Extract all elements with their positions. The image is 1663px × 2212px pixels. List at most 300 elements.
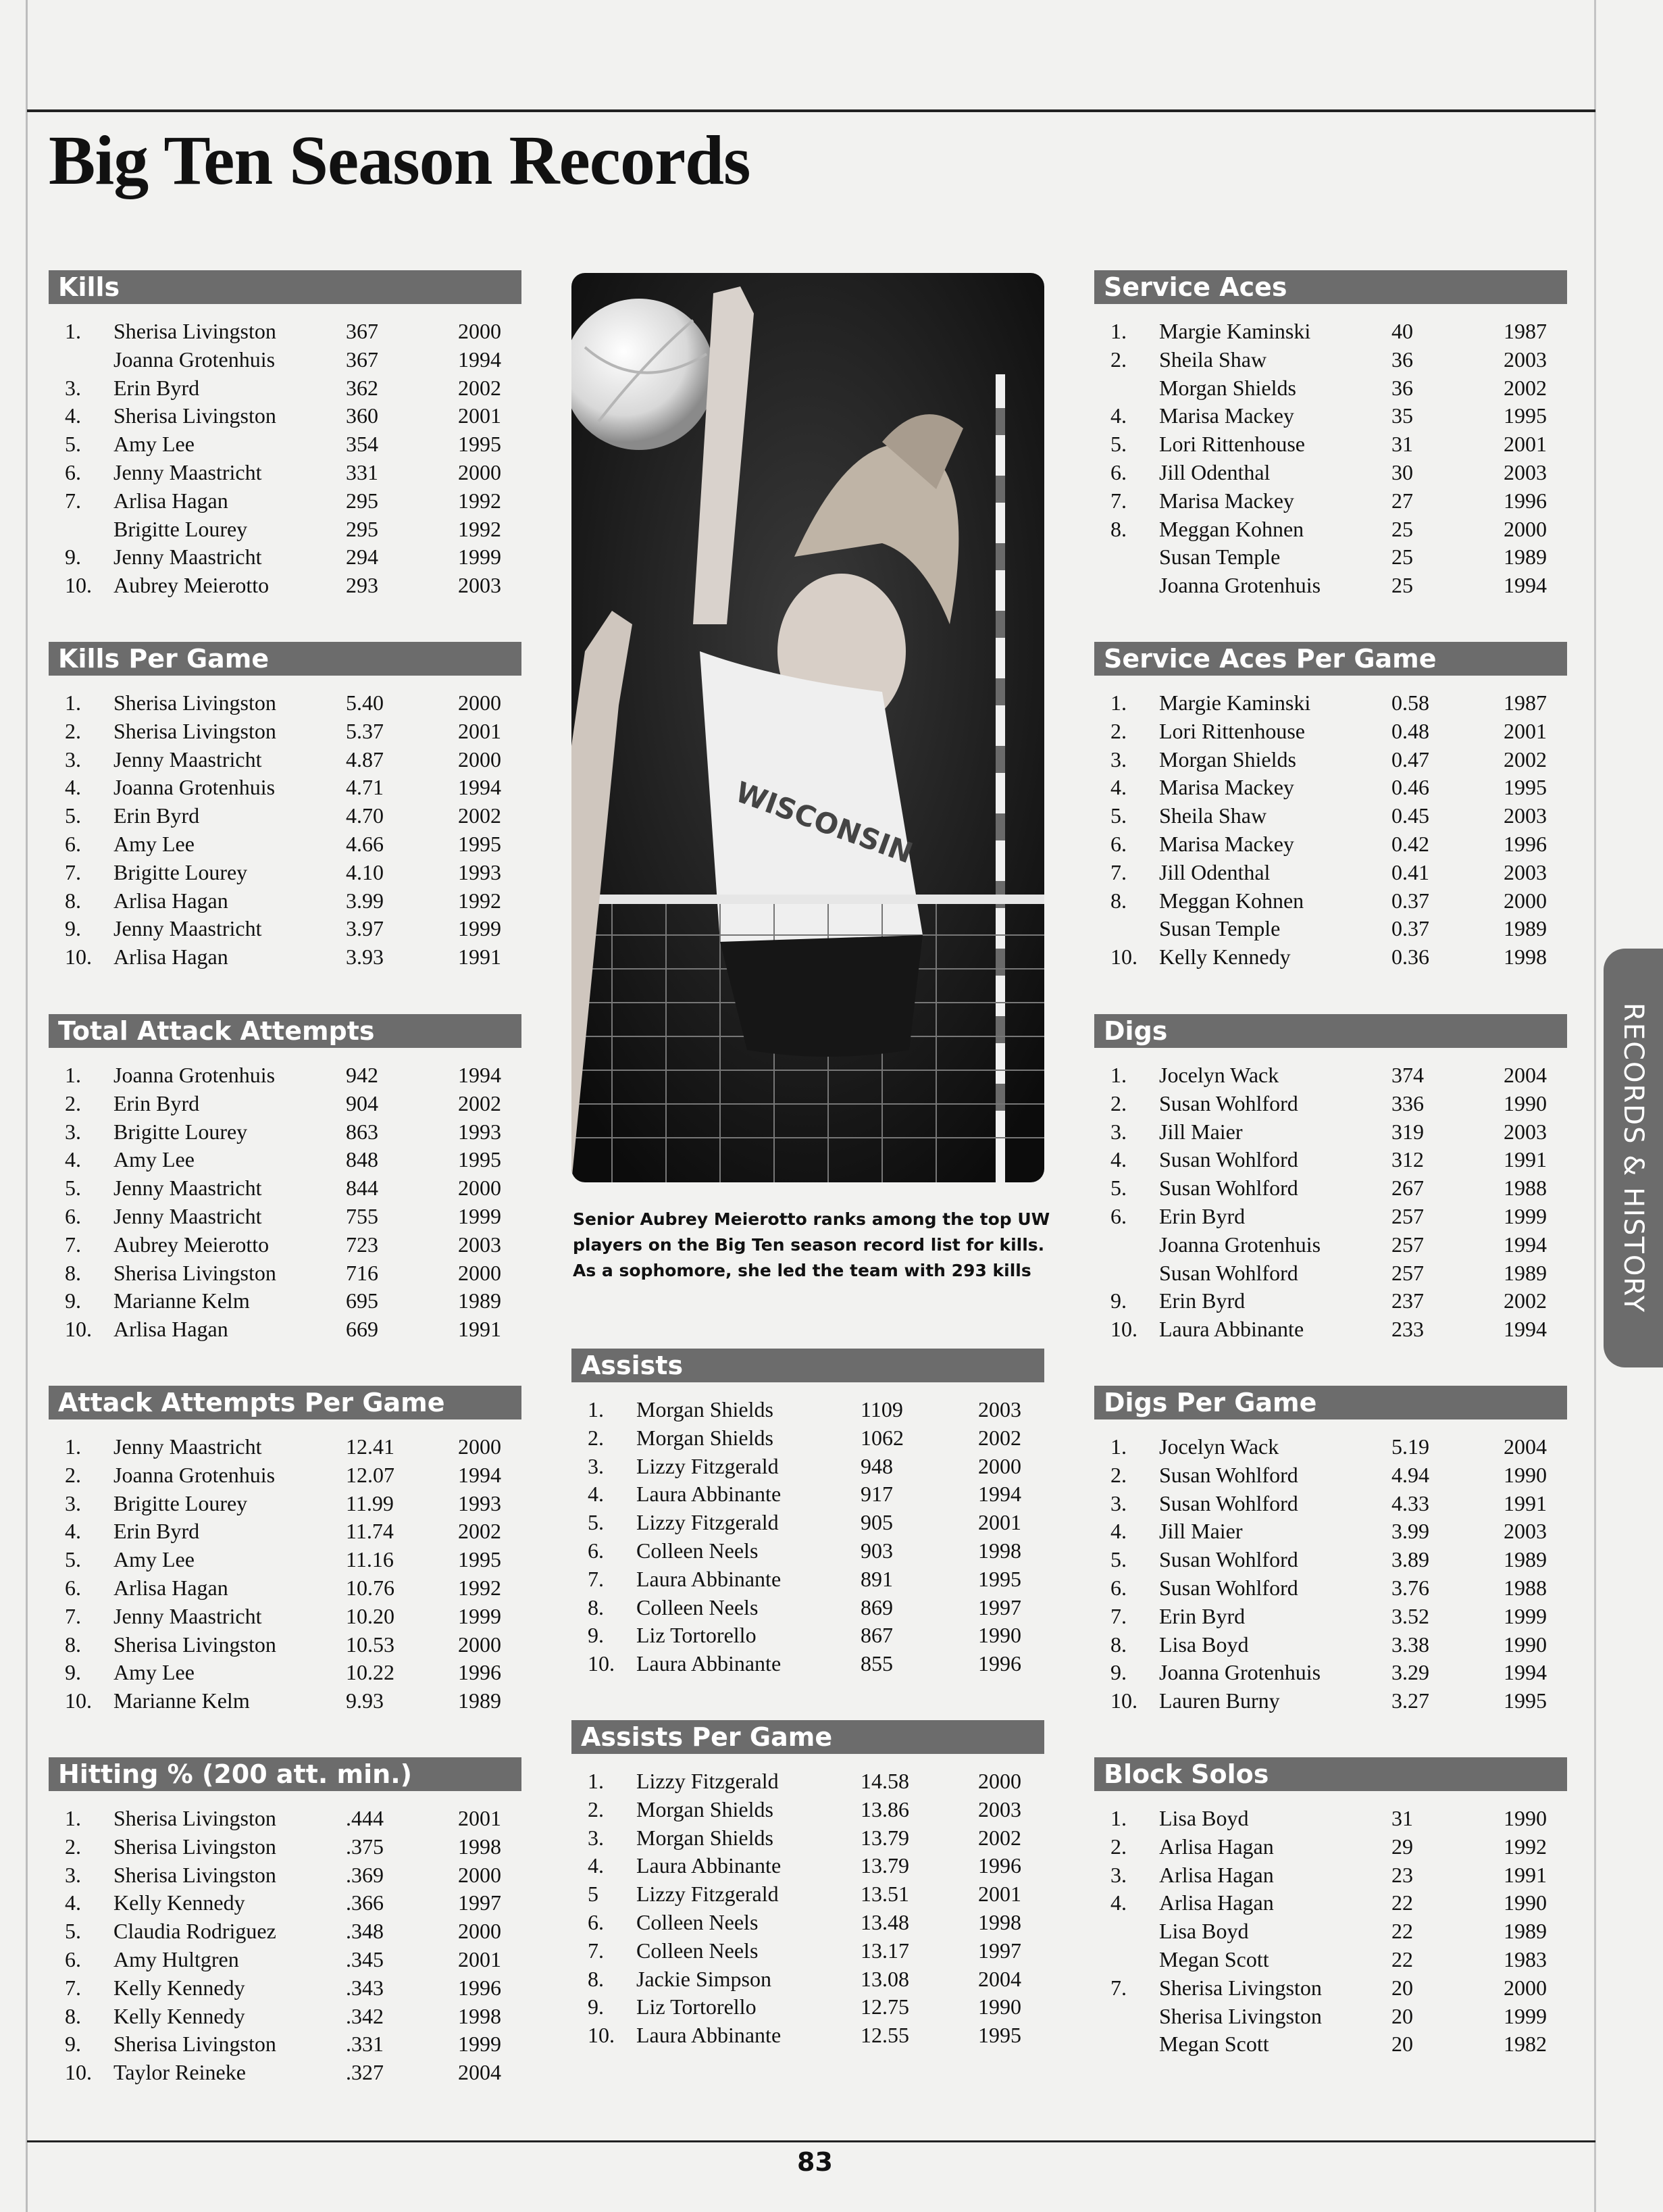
record-value: 257 <box>1391 1260 1424 1285</box>
record-year: 2000 <box>458 459 501 484</box>
player-name: Marisa Mackey <box>1159 831 1294 856</box>
record-year: 2000 <box>458 1260 501 1285</box>
rank-cell: 8. <box>1110 1632 1127 1657</box>
player-name: Arlisa Hagan <box>113 488 228 513</box>
record-value: 374 <box>1391 1063 1424 1087</box>
record-value: 4.10 <box>346 859 384 884</box>
player-name: Claudia Rodriguez <box>113 1919 276 1944</box>
rank-cell: 1. <box>1110 1063 1127 1087</box>
record-value: 12.75 <box>861 1994 909 2019</box>
record-value: 0.58 <box>1391 690 1429 715</box>
record-value: 29 <box>1391 1834 1413 1859</box>
record-year: 2000 <box>458 319 501 343</box>
record-year: 1998 <box>978 1538 1021 1563</box>
record-row <box>571 1937 1044 1965</box>
record-row <box>571 1909 1044 1937</box>
record-year: 1990 <box>1504 1090 1547 1115</box>
record-row <box>1094 1287 1567 1315</box>
record-year: 1994 <box>458 1462 501 1487</box>
player-name: Sherisa Livingston <box>113 690 276 715</box>
record-year: 1993 <box>458 1490 501 1515</box>
rank-cell: 2. <box>588 1796 604 1821</box>
player-name: Joanna Grotenhuis <box>1159 1232 1321 1257</box>
rank-cell: 4. <box>65 403 81 428</box>
record-year: 2001 <box>978 1510 1021 1535</box>
record-row <box>1094 318 1567 346</box>
record-value: 267 <box>1391 1176 1424 1201</box>
record-year: 2002 <box>1504 747 1547 772</box>
record-year: 1994 <box>1504 573 1547 598</box>
player-name: Susan Wohlford <box>1159 1575 1298 1600</box>
record-year: 1982 <box>1504 2032 1547 2057</box>
records-list <box>49 1061 521 1344</box>
section-header: Attack Attempts Per Game <box>49 1386 521 1419</box>
player-name: Lori Rittenhouse <box>1159 718 1305 743</box>
player-name: Arlisa Hagan <box>1159 1890 1274 1915</box>
player-name: Sherisa Livingston <box>113 403 276 428</box>
record-value: 367 <box>346 319 378 343</box>
rank-cell: 10. <box>65 1317 92 1342</box>
rank-cell: 5. <box>65 1176 81 1201</box>
section-total-attack-attempts <box>49 1014 521 1344</box>
record-row <box>1094 718 1567 746</box>
player-name: Kelly Kennedy <box>113 1890 245 1915</box>
record-value: .331 <box>346 2032 384 2057</box>
record-value: 31 <box>1391 1806 1413 1830</box>
rank-cell: 6. <box>1110 459 1127 484</box>
record-row <box>49 802 521 830</box>
record-value: 867 <box>861 1623 893 1648</box>
record-row <box>1094 402 1567 430</box>
rank-cell: 7. <box>65 1975 81 2000</box>
rank-cell: 1. <box>65 1806 81 1830</box>
section-header: Assists <box>571 1349 1044 1382</box>
record-year: 1992 <box>458 888 501 913</box>
record-year: 2002 <box>1504 1288 1547 1313</box>
record-value: 3.52 <box>1391 1603 1429 1628</box>
player-name: Lauren Burny <box>1159 1688 1280 1713</box>
record-value: 354 <box>346 432 378 457</box>
player-name: Erin Byrd <box>1159 1288 1246 1313</box>
rank-cell: 10. <box>1110 945 1137 970</box>
record-row <box>1094 1687 1567 1715</box>
player-name: Arlisa Hagan <box>1159 1862 1274 1887</box>
player-name: Joanna Grotenhuis <box>1159 1660 1321 1685</box>
player-name: Kelly Kennedy <box>113 1975 245 2000</box>
rank-cell: 4. <box>65 1890 81 1915</box>
rank-cell: 4. <box>588 1482 604 1507</box>
record-year: 1992 <box>458 488 501 513</box>
record-value: 31 <box>1391 432 1413 457</box>
rank-cell: 7. <box>1110 1975 1127 2000</box>
record-year: 1995 <box>1504 403 1547 428</box>
record-row <box>49 572 521 600</box>
rank-cell: 7. <box>1110 1603 1127 1628</box>
player-name: Laura Abbinante <box>636 1853 782 1878</box>
rank-cell: 4. <box>1110 403 1127 428</box>
record-row <box>1094 1259 1567 1288</box>
rank-cell: 8. <box>65 2003 81 2028</box>
record-year: 2002 <box>978 1425 1021 1450</box>
rank-cell: 2. <box>1110 718 1127 743</box>
record-value: 362 <box>346 375 378 400</box>
record-row <box>1094 1146 1567 1174</box>
record-year: 1992 <box>458 1575 501 1600</box>
rank-cell: 5 <box>588 1882 598 1907</box>
rank-cell: 5. <box>1110 803 1127 828</box>
record-year: 1994 <box>458 1063 501 1087</box>
record-row <box>571 1480 1044 1509</box>
record-row <box>49 1231 521 1259</box>
record-value: 0.45 <box>1391 803 1429 828</box>
records-list <box>49 689 521 972</box>
record-year: 1998 <box>978 1909 1021 1934</box>
record-value: 10.53 <box>346 1632 394 1657</box>
record-value: 360 <box>346 403 378 428</box>
player-name: Jenny Maastricht <box>113 916 262 941</box>
record-value: 0.37 <box>1391 888 1429 913</box>
record-value: 948 <box>861 1453 893 1478</box>
record-value: 4.66 <box>346 831 384 856</box>
record-row <box>49 430 521 459</box>
record-year: 1999 <box>1504 1203 1547 1228</box>
rank-cell: 5. <box>1110 1547 1127 1572</box>
rank-cell: 3. <box>588 1825 604 1850</box>
player-name: Jenny Maastricht <box>113 1176 262 1201</box>
record-value: 669 <box>346 1317 378 1342</box>
record-row <box>1094 1203 1567 1231</box>
player-name: Lizzy Fitzgerald <box>636 1453 779 1478</box>
record-value: 22 <box>1391 1946 1413 1971</box>
record-year: 2003 <box>1504 1519 1547 1544</box>
player-name: Joanna Grotenhuis <box>113 1462 276 1487</box>
record-value: 716 <box>346 1260 378 1285</box>
record-row <box>571 1453 1044 1481</box>
record-value: .375 <box>346 1834 384 1859</box>
record-row <box>1094 1833 1567 1861</box>
record-row <box>49 943 521 972</box>
player-name: Erin Byrd <box>113 803 200 828</box>
rank-cell: 3. <box>65 1490 81 1515</box>
record-row <box>49 1687 521 1715</box>
record-year: 1990 <box>1504 1632 1547 1657</box>
rank-cell: 1. <box>1110 1806 1127 1830</box>
record-row <box>1094 430 1567 459</box>
section-digs <box>1094 1014 1567 1344</box>
record-value: 0.46 <box>1391 775 1429 800</box>
record-year: 1991 <box>458 945 501 970</box>
record-year: 1999 <box>458 1603 501 1628</box>
rank-cell: 9. <box>588 1623 604 1648</box>
player-name: Meggan Kohnen <box>1159 888 1304 913</box>
player-name: Erin Byrd <box>113 1519 200 1544</box>
section-header: Assists Per Game <box>571 1720 1044 1754</box>
player-name: Megan Scott <box>1159 2032 1269 2057</box>
section-header: Service Aces <box>1094 270 1567 304</box>
record-year: 2000 <box>458 747 501 772</box>
record-row <box>49 1433 521 1461</box>
record-row <box>1094 1917 1567 1946</box>
record-year: 1994 <box>458 775 501 800</box>
record-value: 1062 <box>861 1425 904 1450</box>
player-name: Lisa Boyd <box>1159 1632 1249 1657</box>
rank-cell: 9. <box>65 1288 81 1313</box>
player-name: Morgan Shields <box>636 1796 773 1821</box>
player-name: Laura Abbinante <box>1159 1317 1304 1342</box>
record-year: 1998 <box>458 1834 501 1859</box>
records-history-tab[interactable] <box>1604 949 1663 1367</box>
record-year: 1995 <box>458 432 501 457</box>
record-value: 336 <box>1391 1090 1424 1115</box>
rank-cell: 6. <box>65 1575 81 1600</box>
rank-cell: 9. <box>1110 1288 1127 1313</box>
player-name: Susan Wohlford <box>1159 1260 1298 1285</box>
record-value: 233 <box>1391 1317 1424 1342</box>
rank-cell: 5. <box>1110 1176 1127 1201</box>
record-row <box>1094 572 1567 600</box>
record-row <box>1094 1517 1567 1546</box>
record-year: 1990 <box>1504 1806 1547 1830</box>
rank-cell: 4. <box>1110 775 1127 800</box>
record-value: 917 <box>861 1482 893 1507</box>
caption-line: players on the Big Ten season record list for kills. <box>573 1235 1045 1255</box>
record-year: 1998 <box>458 2003 501 2028</box>
record-row <box>1094 1946 1567 1974</box>
record-row <box>49 1490 521 1518</box>
record-year: 2003 <box>1504 347 1547 372</box>
record-value: 1109 <box>861 1397 903 1422</box>
record-year: 1990 <box>1504 1890 1547 1915</box>
player-name: Morgan Shields <box>636 1825 773 1850</box>
player-name: Liz Tortorello <box>636 1994 757 2019</box>
record-year: 2001 <box>978 1882 1021 1907</box>
rank-cell: 3. <box>588 1453 604 1478</box>
rank-cell: 1. <box>65 319 81 343</box>
record-year: 1999 <box>458 2032 501 2057</box>
record-year: 1997 <box>978 1938 1021 1963</box>
record-row <box>49 2059 521 2087</box>
player-name: Sherisa Livingston <box>113 1260 276 1285</box>
record-row <box>1094 746 1567 774</box>
record-row <box>1094 943 1567 972</box>
player-name: Jackie Simpson <box>636 1966 771 1991</box>
record-value: 855 <box>861 1651 893 1676</box>
rank-cell: 3. <box>1110 747 1127 772</box>
record-row <box>49 859 521 887</box>
rank-cell: 5. <box>65 803 81 828</box>
player-name: Jenny Maastricht <box>113 459 262 484</box>
record-row <box>49 1861 521 1890</box>
record-year: 1997 <box>458 1890 501 1915</box>
player-name: Colleen Neels <box>636 1538 759 1563</box>
record-row <box>49 346 521 374</box>
record-year: 2000 <box>1504 888 1547 913</box>
rank-cell: 4. <box>65 775 81 800</box>
rank-cell: 3. <box>65 747 81 772</box>
rank-cell: 4. <box>1110 1890 1127 1915</box>
section-assists <box>571 1349 1044 1678</box>
record-value: 13.86 <box>861 1796 909 1821</box>
player-name: Jenny Maastricht <box>113 1603 262 1628</box>
record-year: 2000 <box>458 1176 501 1201</box>
record-year: 2000 <box>978 1769 1021 1793</box>
record-value: 4.70 <box>346 803 384 828</box>
record-value: 10.22 <box>346 1660 394 1685</box>
record-value: .345 <box>346 1946 384 1971</box>
player-name: Megan Scott <box>1159 1946 1269 1971</box>
record-row <box>1094 915 1567 943</box>
record-row <box>49 1061 521 1090</box>
record-value: 13.48 <box>861 1909 909 1934</box>
rank-cell: 8. <box>1110 516 1127 541</box>
record-value: 36 <box>1391 347 1413 372</box>
rank-cell: 2. <box>65 1834 81 1859</box>
player-name: Taylor Reineke <box>113 2060 246 2085</box>
player-name: Jill Maier <box>1159 1519 1243 1544</box>
record-year: 1999 <box>1504 2003 1547 2028</box>
player-name: Sherisa Livingston <box>113 1632 276 1657</box>
player-name: Kelly Kennedy <box>1159 945 1291 970</box>
section-header: Service Aces Per Game <box>1094 642 1567 676</box>
record-row <box>49 915 521 943</box>
record-year: 2003 <box>458 1232 501 1257</box>
rank-cell: 2. <box>588 1425 604 1450</box>
rank-cell: 2. <box>65 1090 81 1115</box>
player-name: Erin Byrd <box>113 1090 200 1115</box>
section-attack-attempts-per-game <box>49 1386 521 1715</box>
record-year: 1994 <box>458 347 501 372</box>
record-row <box>1094 1315 1567 1344</box>
player-name: Laura Abbinante <box>636 2023 782 2048</box>
record-row <box>571 1509 1044 1537</box>
record-value: 863 <box>346 1119 378 1144</box>
records-list <box>1094 1805 1567 2059</box>
record-value: 25 <box>1391 516 1413 541</box>
record-value: 844 <box>346 1176 378 1201</box>
player-name: Marisa Mackey <box>1159 775 1294 800</box>
rank-cell: 3. <box>65 1862 81 1887</box>
record-row <box>49 746 521 774</box>
record-value: 4.71 <box>346 775 384 800</box>
rank-cell: 1. <box>1110 319 1127 343</box>
record-year: 1994 <box>1504 1232 1547 1257</box>
record-value: .369 <box>346 1862 384 1887</box>
rank-cell: 2. <box>1110 1834 1127 1859</box>
record-year: 1995 <box>978 2023 1021 2048</box>
record-value: 904 <box>346 1090 378 1115</box>
record-value: 295 <box>346 516 378 541</box>
rank-cell: 2. <box>65 718 81 743</box>
rank-cell: 8. <box>65 888 81 913</box>
record-year: 1990 <box>1504 1462 1547 1487</box>
rank-cell: 1. <box>65 1063 81 1087</box>
player-name: Arlisa Hagan <box>113 1575 228 1600</box>
record-row <box>49 1574 521 1603</box>
record-row <box>1094 1659 1567 1687</box>
record-year: 2000 <box>1504 1975 1547 2000</box>
record-year: 2000 <box>458 1632 501 1657</box>
record-year: 2001 <box>458 718 501 743</box>
player-name: Sheila Shaw <box>1159 347 1267 372</box>
player-name: Amy Lee <box>113 1547 195 1572</box>
player-name: Sherisa Livingston <box>1159 1975 1322 2000</box>
player-name: Jill Odenthal <box>1159 459 1271 484</box>
record-row <box>49 1659 521 1687</box>
volleyball-photo <box>571 273 1044 1182</box>
player-name: Jenny Maastricht <box>113 747 262 772</box>
player-name: Amy Hultgren <box>113 1946 239 1971</box>
record-year: 1999 <box>458 1203 501 1228</box>
record-row <box>1094 459 1567 487</box>
record-year: 1996 <box>1504 831 1547 856</box>
record-value: 11.99 <box>346 1490 394 1515</box>
record-value: 30 <box>1391 459 1413 484</box>
record-row <box>1094 802 1567 830</box>
record-year: 2001 <box>1504 432 1547 457</box>
player-name: Margie Kaminski <box>1159 690 1311 715</box>
player-name: Amy Lee <box>113 831 195 856</box>
record-row <box>1094 1061 1567 1090</box>
record-year: 1996 <box>978 1853 1021 1878</box>
record-row <box>1094 1631 1567 1659</box>
section-service-aces-per-game <box>1094 642 1567 972</box>
record-row <box>1094 1174 1567 1203</box>
record-row <box>49 459 521 487</box>
record-value: 0.37 <box>1391 916 1429 941</box>
record-year: 1995 <box>458 1547 501 1572</box>
record-year: 2003 <box>1504 1119 1547 1144</box>
record-row <box>571 1396 1044 1424</box>
player-name: Susan Wohlford <box>1159 1176 1298 1201</box>
rank-cell: 1. <box>1110 690 1127 715</box>
player-name: Jill Odenthal <box>1159 859 1271 884</box>
caption-line: Senior Aubrey Meierotto ranks among the top UW <box>573 1209 1050 1229</box>
record-row <box>1094 1889 1567 1917</box>
records-list <box>571 1767 1044 2050</box>
player-name: Kelly Kennedy <box>113 2003 245 2028</box>
player-name: Arlisa Hagan <box>1159 1834 1274 1859</box>
page-edge-left <box>26 0 28 2212</box>
rank-cell: 8. <box>65 1260 81 1285</box>
rank-cell: 6. <box>588 1909 604 1934</box>
record-value: 11.16 <box>346 1547 394 1572</box>
record-year: 2001 <box>458 1946 501 1971</box>
record-value: 10.76 <box>346 1575 394 1600</box>
record-value: 22 <box>1391 1890 1413 1915</box>
record-year: 1989 <box>1504 1919 1547 1944</box>
rank-cell: 4. <box>65 1147 81 1172</box>
rank-cell: 4. <box>1110 1147 1127 1172</box>
record-value: 11.74 <box>346 1519 394 1544</box>
record-row <box>1094 774 1567 802</box>
rank-cell: 1. <box>588 1397 604 1422</box>
rank-cell: 8. <box>588 1594 604 1619</box>
record-year: 1989 <box>1504 916 1547 941</box>
record-year: 1999 <box>1504 1603 1547 1628</box>
record-value: 0.41 <box>1391 859 1429 884</box>
player-name: Laura Abbinante <box>636 1482 782 1507</box>
record-year: 1988 <box>1504 1575 1547 1600</box>
record-value: 13.51 <box>861 1882 909 1907</box>
record-value: 5.37 <box>346 718 384 743</box>
record-year: 1989 <box>1504 545 1547 570</box>
record-year: 1996 <box>978 1651 1021 1676</box>
section-header: Hitting % (200 att. min.) <box>49 1757 521 1791</box>
player-name: Jocelyn Wack <box>1159 1063 1279 1087</box>
record-value: 13.79 <box>861 1825 909 1850</box>
record-year: 1996 <box>458 1975 501 2000</box>
record-year: 1994 <box>978 1482 1021 1507</box>
